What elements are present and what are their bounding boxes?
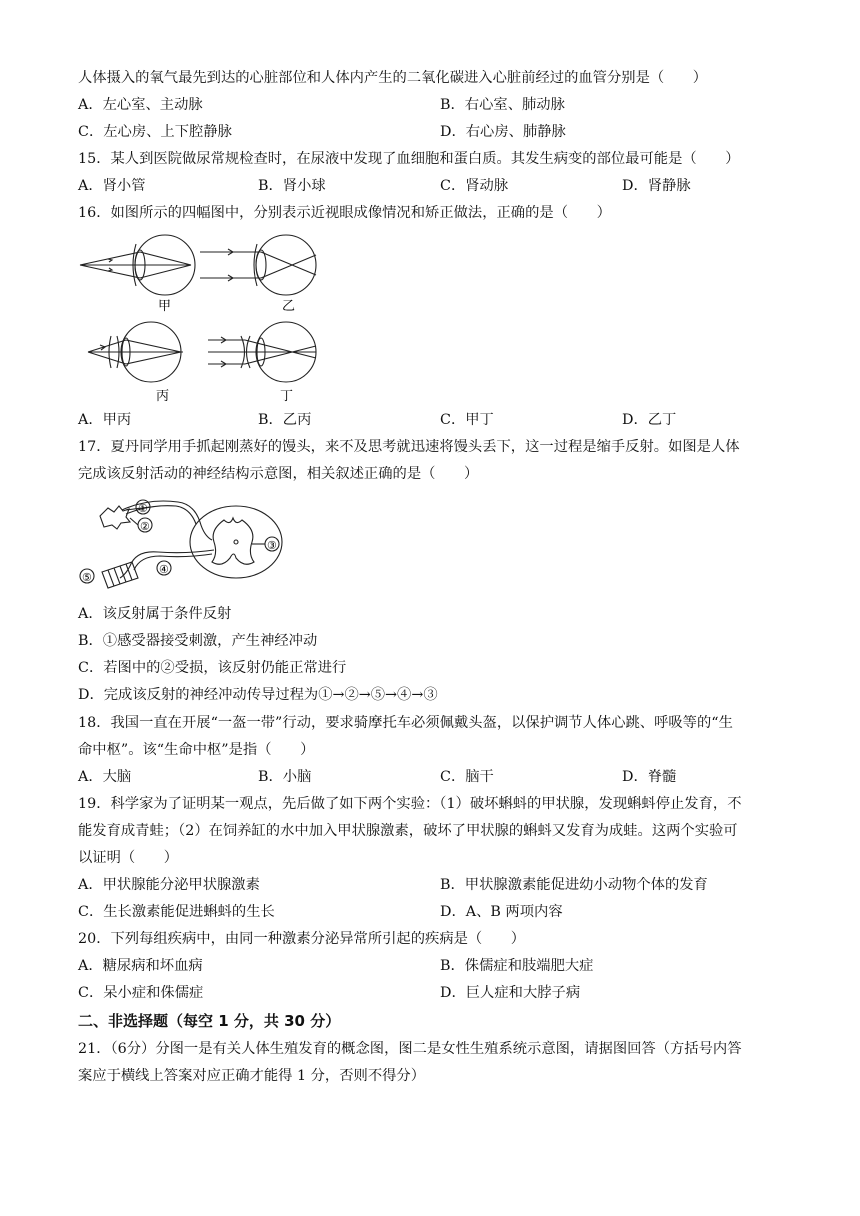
reflex-label-2: ② bbox=[140, 520, 150, 533]
q18-stem-line2: 命中枢”。该“生命中枢”是指（ ） bbox=[78, 742, 315, 758]
q17-stem-line1: 17．夏丹同学用手抓起刚蒸好的馒头，来不及思考就迅速将馒头丢下，这一过程是缩手反射。如图是人体 bbox=[78, 439, 740, 455]
q17-option-d: D．完成该反射的神经冲动传导过程为①→②→⑤→④→③ bbox=[78, 687, 438, 703]
q18-option-d: D．脊髓 bbox=[622, 769, 677, 785]
q15-option-a: A．肾小管 bbox=[78, 178, 146, 194]
q18-option-b: B．小脑 bbox=[258, 769, 312, 785]
eye-diagram-yi bbox=[200, 235, 316, 295]
q20-option-a: A．糖尿病和坏血病 bbox=[78, 958, 203, 974]
q20-option-b: B．侏儒症和肢端肥大症 bbox=[440, 958, 594, 974]
q15-option-b: B．肾小球 bbox=[258, 178, 326, 194]
eye-label-yi: 乙 bbox=[282, 299, 296, 314]
eye-diagram-jia bbox=[80, 235, 195, 295]
eye-diagram-figure bbox=[78, 230, 338, 408]
q19-option-c: C．生长激素能促进蝌蚪的生长 bbox=[78, 904, 275, 920]
q20-option-c: C．呆小症和侏儒症 bbox=[78, 985, 204, 1001]
q14-option-c: C．左心房、上下腔静脉 bbox=[78, 124, 232, 140]
eye-label-bing: 丙 bbox=[156, 389, 170, 404]
section-heading-nonchoice: 二、非选择题（每空 1 分，共 30 分） bbox=[78, 1012, 341, 1030]
q21-stem-line2: 案应于横线上答案对应正确才能得 1 分，否则不得分） bbox=[78, 1068, 426, 1084]
q15-stem: 15．某人到医院做尿常规检查时，在尿液中发现了血细胞和蛋白质。其发生病变的部位最可能是（ ） bbox=[78, 151, 740, 167]
q17-option-a: A．该反射属于条件反射 bbox=[78, 606, 232, 622]
q21-stem-line1: 21．（6分）分图一是有关人体生殖发育的概念图，图二是女性生殖系统示意图，请据图回答（方括号内答 bbox=[78, 1041, 742, 1057]
q16-option-c: C．甲丁 bbox=[440, 412, 494, 428]
q14-option-a: A．左心室、主动脉 bbox=[78, 97, 203, 113]
q16-stem: 16．如图所示的四幅图中，分别表示近视眼成像情况和矫正做法，正确的是（ ） bbox=[78, 205, 611, 221]
q17-stem-line2: 完成该反射活动的神经结构示意图，相关叙述正确的是（ ） bbox=[78, 466, 479, 482]
q15-option-c: C．肾动脉 bbox=[440, 178, 509, 194]
q19-option-b: B．甲状腺激素能促进幼小动物个体的发育 bbox=[440, 877, 708, 893]
q19-stem-line1: 19．科学家为了证明某一观点，先后做了如下两个实验：（1）破坏蝌蚪的甲状腺，发现蝌蚪停止发育，不 bbox=[78, 796, 742, 812]
q18-stem-line1: 18．我国一直在开展“一盔一带”行动，要求骑摩托车必须佩戴头盔，以保护调节人体心跳、呼吸等的“生 bbox=[78, 715, 733, 731]
q17-option-c: C．若图中的②受损，该反射仍能正常进行 bbox=[78, 660, 347, 676]
q18-option-a: A．大脑 bbox=[78, 769, 132, 785]
eye-diagram-ding bbox=[208, 322, 316, 382]
reflex-label-1: ① bbox=[138, 502, 148, 515]
eye-label-jia: 甲 bbox=[158, 299, 172, 314]
q18-option-c: C．脑干 bbox=[440, 769, 494, 785]
reflex-arc-figure bbox=[78, 494, 288, 596]
q19-stem-line3: 以证明（ ） bbox=[78, 850, 179, 866]
eye-label-ding: 丁 bbox=[280, 389, 294, 404]
eye-diagram-bing bbox=[88, 322, 183, 382]
q20-option-d: D．巨人症和大脖子病 bbox=[440, 985, 581, 1001]
q16-option-d: D．乙丁 bbox=[622, 412, 677, 428]
q16-option-b: B．乙丙 bbox=[258, 412, 312, 428]
q19-stem-line2: 能发育成青蛙；（2）在饲养缸的水中加入甲状腺激素，破坏了甲状腺的蝌蚪又发育为成蛙。这两个实验可 bbox=[78, 823, 738, 839]
q20-stem: 20．下列每组疾病中，由同一种激素分泌异常所引起的疾病是（ ） bbox=[78, 931, 526, 947]
q19-option-d: D．A、B 两项内容 bbox=[440, 904, 563, 920]
reflex-label-5: ⑤ bbox=[82, 571, 92, 584]
q16-option-a: A．甲丙 bbox=[78, 412, 132, 428]
q14-option-d: D．右心房、肺静脉 bbox=[440, 124, 566, 140]
q14-option-b: B．右心室、肺动脉 bbox=[440, 97, 565, 113]
q17-option-b: B．①感受器接受刺激，产生神经冲动 bbox=[78, 633, 318, 649]
q15-option-d: D．肾静脉 bbox=[622, 178, 691, 194]
reflex-label-4: ④ bbox=[159, 563, 169, 576]
q14-stem: 人体摄入的氧气最先到达的心脏部位和人体内产生的二氧化碳进入心脏前经过的血管分别是（ ） bbox=[78, 70, 708, 86]
q19-option-a: A．甲状腺能分泌甲状腺激素 bbox=[78, 877, 260, 893]
reflex-label-3: ③ bbox=[267, 539, 277, 552]
